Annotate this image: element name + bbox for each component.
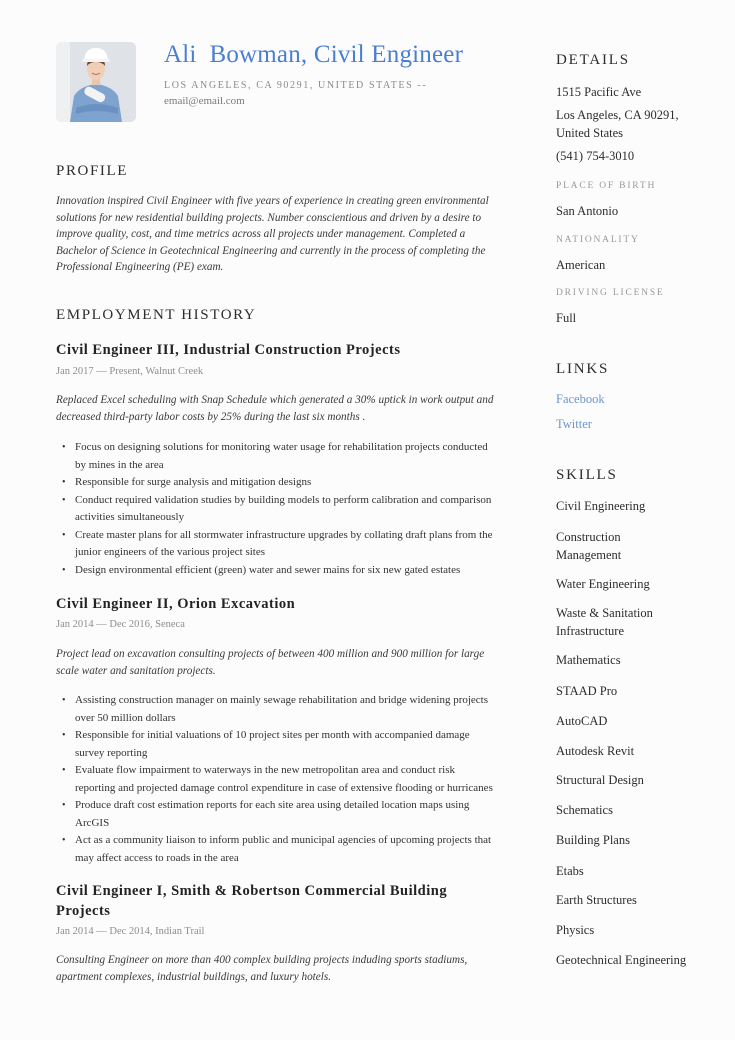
skill-item: Earth Structures <box>556 893 637 907</box>
details-street: 1515 Pacific Ave <box>556 85 642 99</box>
driving-license-value: Full <box>556 311 577 325</box>
nationality-label: NATIONALITY <box>556 235 640 245</box>
job-summary: Project lead on excavation consulting projects of between 400 million and 900 million for large scale water and sanitation projects. <box>56 648 485 677</box>
twitter-link[interactable]: Twitter <box>556 417 592 431</box>
bullet-item: • Evaluate flow impairment to waterways in the new metropolitan area and conduct risk reporting and projected damage control expenditure in case of extensive flooding or hurricanes <box>62 762 494 797</box>
header-address: LOS ANGELES, CA 90291, UNITED STATES -- <box>164 80 428 91</box>
skill-item: AutoCAD <box>556 714 608 728</box>
skill-item: Waste & Sanitation Infrastructure <box>556 606 653 638</box>
job-summary: Consulting Engineer on more than 400 complex building projects induding sports stadiums, apartment complexes, industrial buildings, and luxury hotels. <box>56 954 468 983</box>
job-meta: Jan 2017 — Present, Walnut Creek <box>56 366 204 377</box>
driving-license-label: DRIVING LICENSE <box>556 288 665 298</box>
job-title: Civil Engineer III, Industrial Construction Projects <box>56 342 401 358</box>
links-heading: LINKS <box>556 361 610 377</box>
skill-item: Schematics <box>556 803 613 817</box>
profile-heading: PROFILE <box>56 163 129 179</box>
bullet-item: • Act as a community liaison to inform public and municipal agencies of upcoming projects that may affect access to roads in the area <box>62 832 494 867</box>
bullet-item: • Assisting construction manager on mainly sewage rehabilitation and bridge widening projects over 50 million dollars <box>62 692 494 727</box>
skill-item: Water Engineering <box>556 577 650 591</box>
skill-item: Mathematics <box>556 653 621 667</box>
place-of-birth-label: PLACE OF BIRTH <box>556 181 657 191</box>
bullet-item: • Design environmental efficient (green) water and sewer mains for six new gated estates <box>62 562 494 580</box>
skill-item: Civil Engineering <box>556 499 646 513</box>
bullet-item: • Focus on designing solutions for monitoring water usage for rehabilitation projects conducted by mines in the area <box>62 439 494 474</box>
skill-item: STAAD Pro <box>556 684 618 698</box>
place-of-birth-value: San Antonio <box>556 204 619 218</box>
skill-item: Construction Management <box>556 530 622 562</box>
bullet-item: • Conduct required validation studies by building models to perform calibration and comparison activities simultaneously <box>62 492 494 527</box>
profile-text: Innovation inspired Civil Engineer with five years of experience in creating green environmental solutions for new residential building projects. Number conscientious and driven by a desire to improve quality, cost, and time metrics across all projects under management. Completed a Bachelor of Science in Geotechnical Engineering and currently in the process of completing the Professional Engineering (PE) exam. <box>56 195 489 273</box>
skill-item: Geotechnical Engineering <box>556 953 687 967</box>
bullet-item: • Responsible for initial valuations of 10 project sites per month with accompanied damage survey reporting <box>62 727 494 762</box>
nationality-value: American <box>556 258 606 272</box>
job-meta: Jan 2014 — Dec 2016, Seneca <box>56 619 185 630</box>
skill-item: Autodesk Revit <box>556 744 635 758</box>
facebook-link[interactable]: Facebook <box>556 392 605 406</box>
profile-photo <box>56 42 136 122</box>
job-title: Civil Engineer II, Orion Excavation <box>56 596 296 612</box>
details-city: Los Angeles, CA 90291, United States <box>556 108 679 140</box>
job-summary: Replaced Excel scheduling with Snap Schedule which generated a 30% uptick in work output and decreased third-party labor costs by 25% during the last six months . <box>56 394 494 423</box>
details-phone: (541) 754-3010 <box>556 149 635 163</box>
job-bullets <box>62 439 494 579</box>
bullet-item: • Create master plans for all stormwater infrastructure upgrades by collating draft plans from the junior engineers of the various project sites <box>62 527 494 562</box>
candidate-name: Ali Bowman, Civil Engineer <box>164 41 464 68</box>
job-title: Civil Engineer I, Smith & Robertson Commercial Building Projects <box>56 883 448 919</box>
job-meta: Jan 2014 — Dec 2014, Indian Trail <box>56 926 205 937</box>
skill-item: Etabs <box>556 864 584 878</box>
bullet-item: • Produce draft cost estimation reports for each site area using detailed location maps using ArcGIS <box>62 797 494 832</box>
job-bullets <box>62 692 494 867</box>
skill-item: Physics <box>556 923 595 937</box>
bullet-item: • Responsible for surge analysis and mitigation designs <box>62 474 494 492</box>
header-email: email@email.com <box>164 95 245 107</box>
details-heading: DETAILS <box>556 52 630 68</box>
person-photo-icon <box>56 42 136 122</box>
employment-heading: EMPLOYMENT HISTORY <box>56 307 257 323</box>
skills-heading: SKILLS <box>556 467 618 483</box>
skill-item: Structural Design <box>556 773 644 787</box>
skill-item: Building Plans <box>556 833 630 847</box>
